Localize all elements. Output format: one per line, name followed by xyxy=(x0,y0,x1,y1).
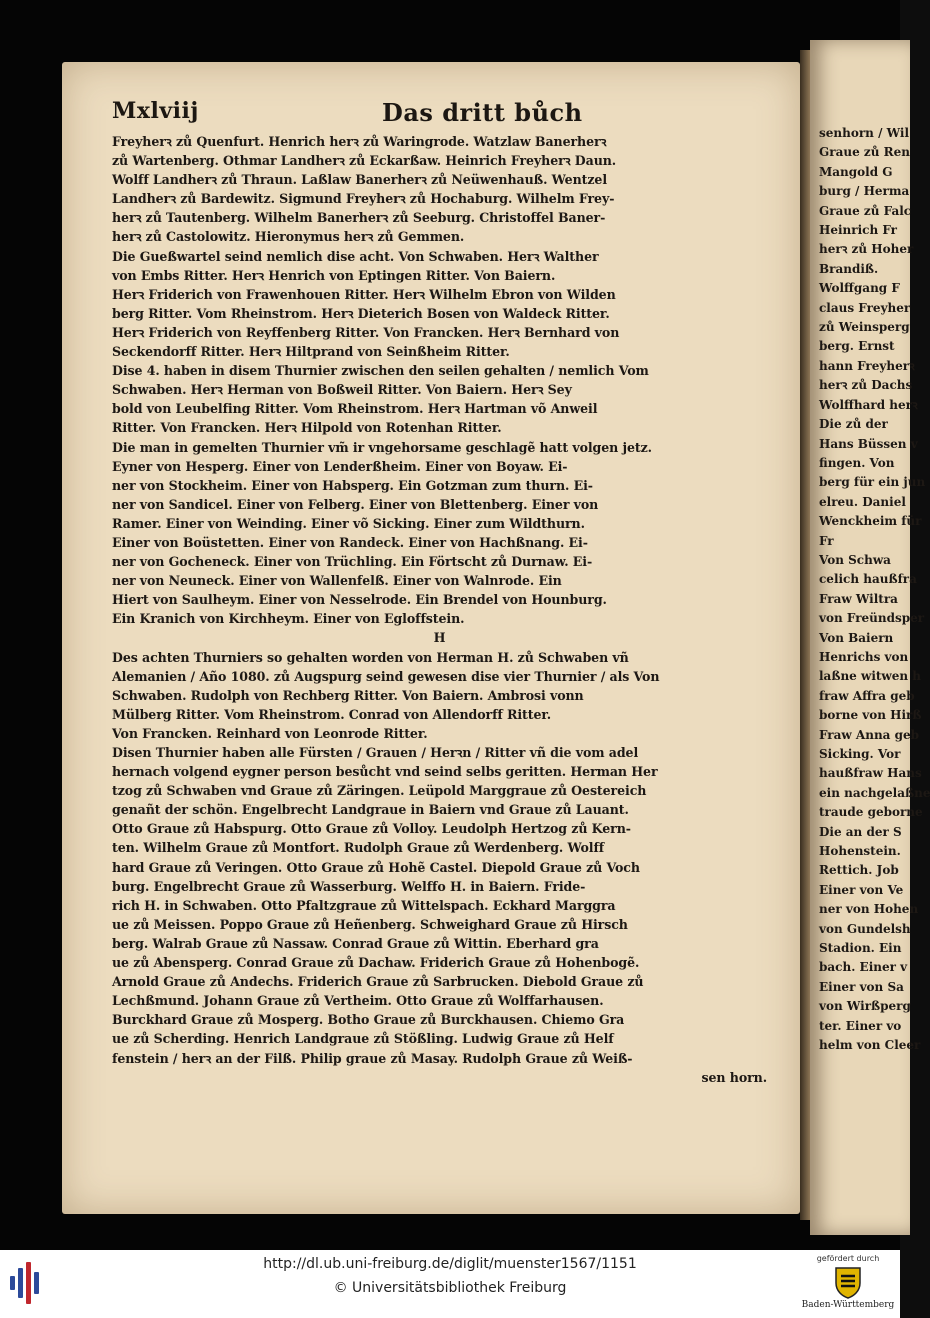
adjacent-text-line: herꝛ zů Dachs xyxy=(819,378,913,393)
adjacent-text-line: ter. Einer vo xyxy=(819,1018,902,1033)
text-line: Otto Graue zů Habspurg. Otto Graue zů Volloy. Leudolph Hertzog zů Kern- xyxy=(112,821,631,837)
text-line: ue zů Abensperg. Conrad Graue zů Dachaw. Friderich Graue zů Hohenbogẽ. xyxy=(112,955,640,971)
adjacent-text-line: Einer von Sa xyxy=(819,979,904,994)
adjacent-text-line: Fraw Anna geb xyxy=(819,727,920,742)
adjacent-text-line: Wenckheim für xyxy=(819,514,922,529)
text-line: Wolff Landherꝛ zů Thraun. Laßlaw Banerherꝛ zů Neüwenhauß. Wentzel xyxy=(112,172,608,188)
adjacent-text-line: fraw Affra geb xyxy=(819,688,915,703)
adjacent-text-line: Wolffgang F xyxy=(819,281,900,296)
adjacent-text-line: Rettich. Job xyxy=(819,863,899,878)
text-line: Arnold Graue zů Andechs. Friderich Graue zů Sarbrucken. Diebold Graue zů xyxy=(112,974,644,990)
adjacent-text-line: von Wirßperg xyxy=(819,999,911,1014)
adjacent-text-line: hann Freyherꝛ xyxy=(819,358,915,373)
text-line: zů Wartenberg. Othmar Landherꝛ zů Eckarßaw. Heinrich Freyherꝛ Daun. xyxy=(112,153,617,169)
text-line: Alemanien / Año 1080. zů Augspurg seind gewesen dise vier Thurnier / als Von xyxy=(112,668,660,684)
running-head: Das dritt bůch xyxy=(382,98,583,127)
adjacent-text-line: Brandiß. xyxy=(819,261,879,276)
text-line: fenstein / herꝛ an der Filß. Philip graue zů Masay. Rudolph Graue zů Weiß- xyxy=(112,1050,633,1066)
text-line: H xyxy=(433,630,446,646)
adjacent-text-line: ner von Hohen xyxy=(819,902,919,917)
adjacent-text-line: von Freündsper xyxy=(819,611,925,626)
adjacent-text-line: senhorn / Wil xyxy=(819,126,910,140)
book-gutter xyxy=(800,50,810,1220)
text-line: Des achten Thurniers so gehalten worden von Herman H. zů Schwaben vñ xyxy=(112,649,629,665)
adjacent-text-line: claus Freyher xyxy=(819,300,911,315)
state-seal-icon xyxy=(832,1265,864,1299)
text-line: Herꝛ Friderich von Frawenhouen Ritter. Herꝛ Wilhelm Ebron von Wilden xyxy=(112,286,616,302)
text-line: sen horn. xyxy=(701,1069,767,1085)
text-line: bold von Leubelfing Ritter. Vom Rheinstrom. Herꝛ Hartman võ Anweil xyxy=(112,401,598,417)
adjacent-text-line: burg / Herma xyxy=(819,184,910,199)
adjacent-text-line: celich haußfra xyxy=(819,572,917,587)
text-line: ue zů Scherding. Henrich Landgraue zů Stößling. Ludwig Graue zů Helf xyxy=(112,1031,614,1047)
text-line: Die man in gemelten Thurnier vm̃ ir vngehorsame geschlagẽ hatt volgen jetz. xyxy=(112,439,652,455)
adjacent-text-line: Sicking. Vor xyxy=(819,747,901,761)
text-line: von Embs Ritter. Herꝛ Henrich von Eptingen Ritter. Von Baiern. xyxy=(112,267,556,283)
viewer-footer xyxy=(0,1250,900,1318)
text-line: herꝛ zů Tautenberg. Wilhelm Banerherꝛ zů Seeburg. Christoffel Baner- xyxy=(112,210,606,226)
text-line: rich H. in Schwaben. Otto Pfaltzgraue zů Wittelspach. Eckhard Marggra xyxy=(112,897,616,913)
adjacent-text-line: Einer von Ve xyxy=(819,882,904,897)
adjacent-text-line: fingen. Von xyxy=(819,455,895,470)
adjacent-text-line: berg für ein jun xyxy=(819,475,926,490)
text-line: ner von Sandicel. Einer von Felberg. Einer von Blettenberg. Einer von xyxy=(112,496,599,512)
text-line: tzog zů Schwaben vnd Graue zů Zäringen. Leüpold Marggraue zů Oestereich xyxy=(112,783,647,799)
adjacent-text-line: Graue zů Falc xyxy=(819,203,912,218)
main-text-block xyxy=(112,132,767,1087)
adjacent-text-line: Mangold G xyxy=(819,164,893,179)
text-line: ue zů Meissen. Poppo Graue zů Heñenberg. Schweighard Graue zů Hirsch xyxy=(112,916,628,932)
text-line: Einer von Boüstetten. Einer von Randeck. Einer von Hachßnang. Ei- xyxy=(112,534,588,550)
adjacent-text-line: Heinrich Fr xyxy=(819,223,897,238)
text-line: berg Ritter. Vom Rheinstrom. Herꝛ Dieterich Bosen von Waldeck Ritter. xyxy=(112,305,610,321)
copyright-notice: © Universitätsbibliothek Freiburg xyxy=(333,1280,567,1296)
permalink-url[interactable]: http://dl.ub.uni-freiburg.de/diglit/muenster1567/1151 xyxy=(263,1256,637,1272)
adjacent-text-line: Hohenstein. xyxy=(819,844,901,859)
adjacent-text-line: Graue zů Ren xyxy=(819,145,910,160)
text-line: Schwaben. Rudolph von Rechberg Ritter. Von Baiern. Ambrosi vonn xyxy=(112,687,584,703)
adjacent-text-line: traude geborne xyxy=(819,805,923,820)
adjacent-text-line: zů Weinsperg xyxy=(819,320,910,335)
text-line: Ein Kranich von Kirchheym. Einer von Egloffstein. xyxy=(112,611,465,627)
text-line: ner von Neuneck. Einer von Wallenfelß. Einer von Walnrode. Ein xyxy=(112,573,562,589)
text-line: Herꝛ Friderich von Reyffenberg Ritter. Von Francken. Herꝛ Bernhard von xyxy=(112,324,620,340)
adjacent-text-line: berg. Ernst xyxy=(819,339,895,354)
text-line: Lechßmund. Johann Graue zů Vertheim. Otto Graue zů Wolffarhausen. xyxy=(112,993,604,1009)
text-line: Schwaben. Herꝛ Herman von Boßweil Ritter. Von Baiern. Herꝛ Sey xyxy=(112,382,572,398)
text-line: Ritter. Von Francken. Herꝛ Hilpold von Rotenhan Ritter. xyxy=(112,420,502,436)
text-line: hernach volgend eygner person besůcht vnd seind selbs geritten. Herman Her xyxy=(112,764,658,780)
text-line: Die Gueßwartel seind nemlich dise acht. Von Schwaben. Herꝛ Walther xyxy=(112,248,599,264)
text-line: ner von Gocheneck. Einer von Trüchling. Ein Förtscht zů Durnaw. Ei- xyxy=(112,554,593,570)
adjacent-text-line: Stadion. Ein xyxy=(819,941,902,956)
adjacent-text-line: elreu. Daniel xyxy=(819,494,906,509)
text-line: genañt der schön. Engelbrecht Landgraue in Baiern vnd Graue zů Lauant. xyxy=(112,802,629,818)
adjacent-text-line: Fr xyxy=(819,533,834,548)
text-line: Eyner von Hesperg. Einer von Lenderßheim. Einer von Boyaw. Ei- xyxy=(112,458,568,474)
adjacent-text-line: bach. Einer v xyxy=(819,960,908,975)
sponsor-name: Baden-Württemberg xyxy=(801,1300,895,1310)
adjacent-text-line: borne von Hirß xyxy=(819,708,922,723)
folio-number: Mxlviij xyxy=(112,98,199,124)
text-line: Seckendorff Ritter. Herꝛ Hiltprand von Seinßheim Ritter. xyxy=(112,344,510,360)
page-header xyxy=(112,98,772,130)
text-line: Hiert von Saulheym. Einer von Nesselrode. Ein Brendel von Hounburg. xyxy=(112,592,607,608)
adjacent-text-line: helm von Cleer xyxy=(819,1038,921,1053)
text-line: Landherꝛ zů Bardewitz. Sigmund Freyherꝛ zů Hochaburg. Wilhelm Frey- xyxy=(112,191,615,207)
text-line: Von Francken. Reinhard von Leonrode Ritter. xyxy=(112,725,428,741)
text-line: hard Graue zů Veringen. Otto Graue zů Hohẽ Castel. Diepold Graue zů Voch xyxy=(112,859,640,875)
adjacent-page-text xyxy=(815,124,930,1056)
text-line: ten. Wilhelm Graue zů Montfort. Rudolph Graue zů Werdenberg. Wolff xyxy=(112,840,605,856)
adjacent-text-line: Fraw Wiltra xyxy=(819,591,898,606)
adjacent-text-line: haußfraw Hans xyxy=(819,766,922,781)
adjacent-text-line: Hans Büssen v xyxy=(819,436,918,451)
adjacent-text-line: Die an der S xyxy=(819,824,902,839)
adjacent-text-line: von Gundelsh xyxy=(819,921,911,936)
text-line: berg. Walrab Graue zů Nassaw. Conrad Graue zů Wittin. Eberhard gra xyxy=(112,935,599,951)
adjacent-text-line: Die zů der xyxy=(819,417,888,432)
adjacent-text-line: herꝛ zů Hoher xyxy=(819,242,914,257)
text-line: herꝛ zů Castolowitz. Hieronymus herꝛ zů Gemmen. xyxy=(112,229,465,245)
text-line: ner von Stockheim. Einer von Habsperg. Ein Gotzman zum thurn. Ei- xyxy=(112,477,593,493)
adjacent-text-line: laßne witwen h xyxy=(819,669,922,684)
text-line: Disen Thurnier haben alle Fürsten / Grauen / Herꝛn / Ritter vñ die vom adel xyxy=(112,745,639,760)
adjacent-text-line: Von Baiern xyxy=(819,630,894,645)
text-line: Ramer. Einer von Weinding. Einer võ Sicking. Einer zum Wildthurn. xyxy=(112,515,585,531)
adjacent-text-line: Henrichs von xyxy=(819,649,909,664)
text-line: burg. Engelbrecht Graue zů Wasserburg. Welffo H. in Baiern. Fride- xyxy=(112,878,586,894)
text-line: Burckhard Graue zů Mosperg. Botho Graue zů Burckhausen. Chiemo Gra xyxy=(112,1012,625,1028)
adjacent-text-line: Wolffhard herꝛ xyxy=(819,397,918,412)
text-line: Mülberg Ritter. Vom Rheinstrom. Conrad von Allendorff Ritter. xyxy=(112,706,552,722)
adjacent-text-line: ein nachgelaßne xyxy=(819,785,930,800)
sponsor-block xyxy=(798,1254,898,1316)
sponsor-label: gefördert durch xyxy=(816,1254,880,1263)
text-line: Dise 4. haben in disem Thurnier zwischen den seilen gehalten / nemlich Vom xyxy=(112,363,649,379)
adjacent-text-line: Von Schwa xyxy=(819,552,891,567)
text-line: Freyherꝛ zů Quenfurt. Henrich herꝛ zů Waringrode. Watzlaw Banerherꝛ xyxy=(112,134,607,149)
